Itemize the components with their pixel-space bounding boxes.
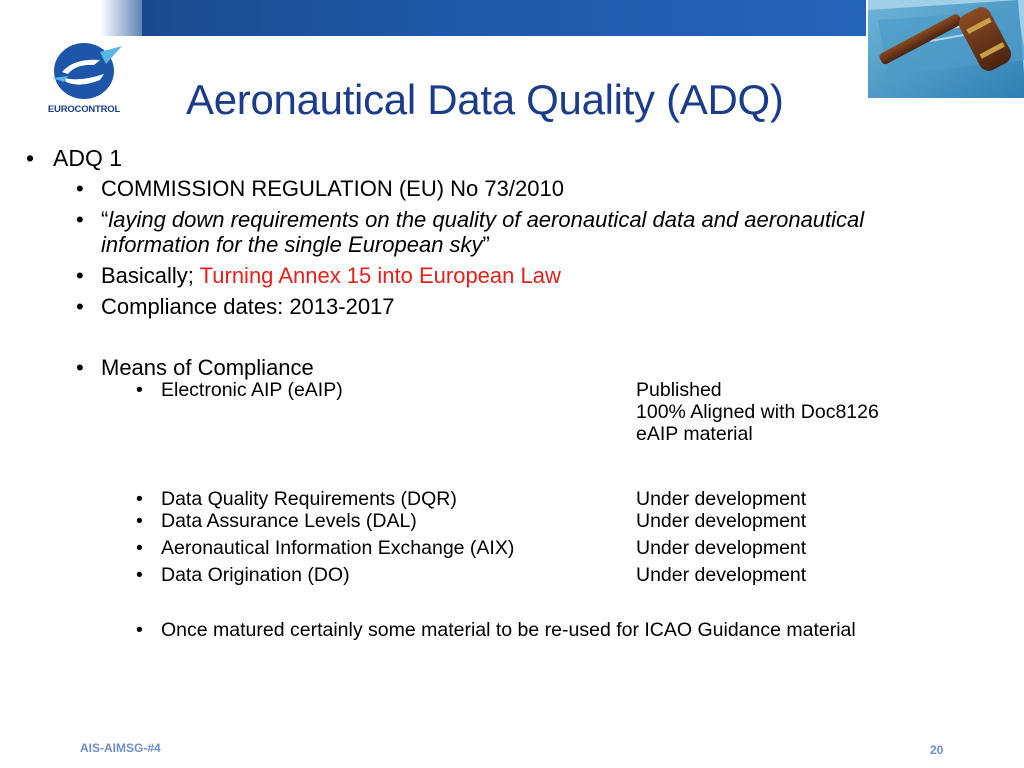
means-status: eAIP material bbox=[636, 423, 753, 445]
bullet-item bbox=[26, 145, 34, 172]
means-status: Under development bbox=[636, 488, 807, 510]
bullet-marker: • bbox=[136, 537, 143, 559]
eurocontrol-logo bbox=[44, 38, 124, 120]
description-text: laying down requirements on the quality of aeronautical data and aeronautical bbox=[108, 207, 865, 232]
means-name-eaip: Electronic AIP (eAIP) bbox=[161, 379, 343, 401]
gavel-photo bbox=[866, 0, 1024, 98]
bullet-marker: • bbox=[136, 619, 143, 641]
means-name-do: Data Origination (DO) bbox=[161, 564, 350, 586]
bullet-marker: • bbox=[136, 510, 143, 532]
means-status: Under development bbox=[636, 510, 807, 532]
gavel-book-image bbox=[868, 0, 1024, 98]
bullet-marker: • bbox=[136, 564, 143, 586]
item-regulation-description-line1 bbox=[101, 207, 864, 233]
means-status: Under development bbox=[636, 564, 807, 586]
item-means-of-compliance: Means of Compliance bbox=[101, 355, 314, 380]
item-basically bbox=[101, 263, 561, 289]
item-adq1: ADQ 1 bbox=[53, 145, 123, 171]
description-text: information for the single European sky bbox=[101, 232, 483, 257]
page-number: 20 bbox=[930, 743, 944, 757]
bullet-marker: • bbox=[76, 176, 84, 201]
close-quote: ” bbox=[482, 232, 490, 257]
item-compliance-dates: Compliance dates: 2013-2017 bbox=[101, 294, 395, 319]
logo-text: EUROCONTROL bbox=[47, 104, 121, 115]
eurocontrol-logo-icon bbox=[44, 38, 124, 102]
item-regulation: COMMISSION REGULATION (EU) No 73/2010 bbox=[101, 176, 564, 201]
header-bar bbox=[142, 0, 870, 36]
means-status: 100% Aligned with Doc8126 bbox=[636, 401, 879, 423]
final-note: Once matured certainly some material to be re-used for ICAO Guidance material bbox=[161, 619, 856, 641]
means-name-aix: Aeronautical Information Exchange (AIX) bbox=[161, 537, 515, 559]
means-name-dqr: Data Quality Requirements (DQR) bbox=[161, 488, 457, 510]
means-name-dal: Data Assurance Levels (DAL) bbox=[161, 510, 417, 532]
means-status: Under development bbox=[636, 537, 807, 559]
bullet-marker: • bbox=[76, 263, 84, 288]
highlight-text: Turning Annex 15 into European Law bbox=[199, 263, 561, 288]
bullet-marker: • bbox=[26, 145, 35, 171]
page-title: Aeronautical Data Quality (ADQ) bbox=[186, 76, 784, 123]
bullet-marker: • bbox=[76, 355, 84, 380]
bullet-marker: • bbox=[136, 488, 143, 510]
bullet-marker: • bbox=[76, 207, 84, 232]
item-regulation-description-line2 bbox=[101, 232, 490, 258]
open-quote: “ bbox=[101, 207, 109, 232]
bullet-marker: • bbox=[76, 294, 84, 319]
bullet-marker: • bbox=[136, 379, 143, 401]
footer-meeting-label: AIS-AIMSG-#4 bbox=[80, 741, 161, 755]
basically-prefix: Basically; bbox=[101, 263, 200, 288]
means-status: Published bbox=[636, 379, 722, 401]
